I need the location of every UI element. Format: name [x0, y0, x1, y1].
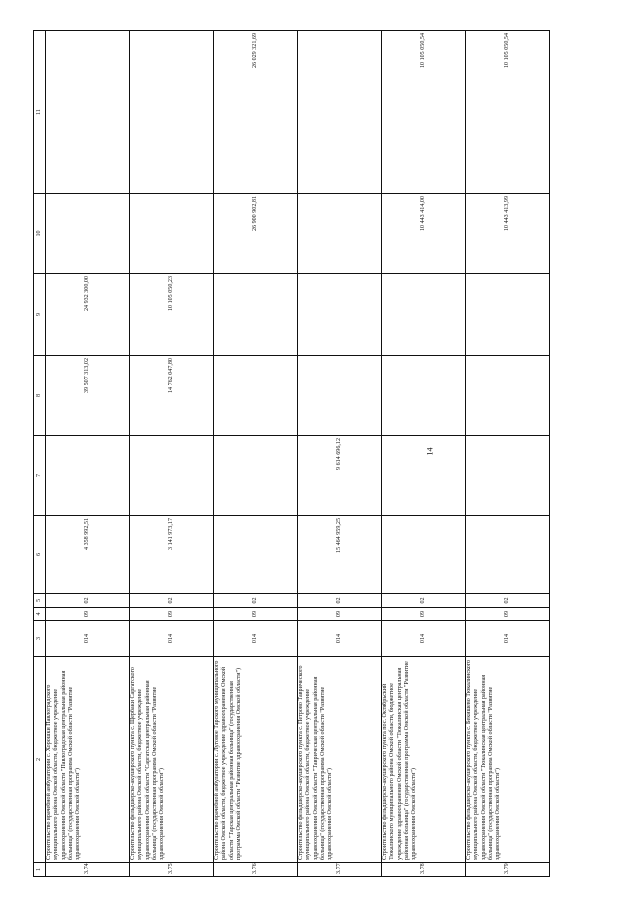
amount-col10: 10 443 413,99: [466, 194, 550, 274]
object-name: Строительство фельдшерско-акушерского пункта с. Щербаки Саргатского муниципального района Омской области, бюджетное учреждение здравоохранения Омской области "Саргатская центральная районная больница" (государственная программа Омской области "Развитие здравоохранения Омской области"): [130, 657, 214, 863]
table-row: [382, 31, 466, 877]
row-number: 3.77: [298, 863, 382, 877]
col-header-2: 2: [34, 657, 46, 863]
table-row: [466, 31, 550, 877]
code-subsection: 02: [214, 594, 298, 608]
row-number: 3.76: [214, 863, 298, 877]
object-name: Строительство фельдшерско-акушерского пункта с. Петрово Таврического муниципального района Омской области, бюджетное учреждение здравоохранения Омской области "Таврическая центральная районная больница" (государственная программа Омской области "Развитие здравоохранения Омской области"): [298, 657, 382, 863]
amount-col7: [214, 436, 298, 516]
amount-col10: [130, 194, 214, 274]
rotated-table-wrapper: [33, 31, 586, 877]
amount-col7: 9 614 696,12: [298, 436, 382, 516]
amount-col10: [46, 194, 130, 274]
amount-col10: [298, 194, 382, 274]
amount-col11: [298, 31, 382, 194]
col-header-4: 4: [34, 608, 46, 621]
amount-col7: [382, 436, 466, 516]
amount-col9: 24 932 300,00: [46, 274, 130, 356]
code-section: 09: [298, 608, 382, 621]
code-section: 09: [466, 608, 550, 621]
object-name: Строительство врачебной амбулатории с. Хорошки Павлоградского муниципального района Омской области, бюджетное учреждение здравоохранения Омской области "Павлоградская центральная районная больница" (государственная программа Омской области "Развитие здравоохранения Омской области"): [46, 657, 130, 863]
col-header-9: 9: [34, 274, 46, 356]
code-ministry: 014: [130, 621, 214, 657]
amount-col9: 10 105 050,23: [130, 274, 214, 356]
row-number: 3.79: [466, 863, 550, 877]
code-subsection: 02: [466, 594, 550, 608]
code-subsection: 02: [130, 594, 214, 608]
amount-col11: [46, 31, 130, 194]
object-name: Строительство врачебной амбулатории с. Луговое Тарского муниципального района Омской области, бюджетное учреждение здравоохранения Омской области "Тарская центральная районная больница" (государственная программа Омской области "Развитие здравоохранения Омской области"): [214, 657, 298, 863]
code-ministry: 014: [466, 621, 550, 657]
header-row: [34, 31, 46, 877]
amount-col8: 14 762 047,80: [130, 356, 214, 436]
code-ministry: 014: [46, 621, 130, 657]
col-header-11: 11: [34, 31, 46, 194]
code-section: 09: [382, 608, 466, 621]
amount-col8: [466, 356, 550, 436]
page-number: 14: [425, 447, 435, 456]
row-number: 3.78: [382, 863, 466, 877]
amount-col9: [466, 274, 550, 356]
object-name: Строительство фельдшерско-акушерского пункта пос. Октябрьский Тюкалинского муниципального района Омской области, бюджетное учреждение здравоохранения Омской области "Тюкалинская центральная районная больница" (государственная программа Омской области "Развитие здравоохранения Омской области"): [382, 657, 466, 863]
code-ministry: 014: [382, 621, 466, 657]
code-subsection: 02: [46, 594, 130, 608]
code-subsection: 02: [382, 594, 466, 608]
table-row: [46, 31, 130, 877]
amount-col9: [298, 274, 382, 356]
code-section: 09: [214, 608, 298, 621]
table-row: [214, 31, 298, 877]
budget-table: [33, 30, 550, 877]
amount-col6: 4 358 992,51: [46, 516, 130, 594]
amount-col6: 15 464 959,25: [298, 516, 382, 594]
col-header-5: 5: [34, 594, 46, 608]
col-header-10: 10: [34, 194, 46, 274]
amount-col7: [130, 436, 214, 516]
amount-col6: [382, 516, 466, 594]
amount-col9: [214, 274, 298, 356]
col-header-3: 3: [34, 621, 46, 657]
amount-col9: [382, 274, 466, 356]
amount-col8: [214, 356, 298, 436]
code-ministry: 014: [298, 621, 382, 657]
table-row: [298, 31, 382, 877]
row-number: 3.75: [130, 863, 214, 877]
amount-col7: [466, 436, 550, 516]
amount-col10: 10 443 414,00: [382, 194, 466, 274]
amount-col7: [46, 436, 130, 516]
amount-col6: 3 141 973,17: [130, 516, 214, 594]
col-header-1: 1: [34, 863, 46, 877]
amount-col6: [466, 516, 550, 594]
amount-col10: 26 900 902,81: [214, 194, 298, 274]
amount-col11: 10 105 050,54: [382, 31, 466, 194]
code-section: 09: [130, 608, 214, 621]
object-name: Строительство фельдшерско-акушерского пункта с. Бекишево Тюкалинского муниципального района Омской области, бюджетное учреждение здравоохранения Омской области "Тюкалинская центральная районная больница" (государственная программа Омской области "Развитие здравоохранения Омской области"): [466, 657, 550, 863]
table-row: [130, 31, 214, 877]
amount-col11: [130, 31, 214, 194]
code-subsection: 02: [298, 594, 382, 608]
col-header-6: 6: [34, 516, 46, 594]
col-header-7: 7: [34, 436, 46, 516]
col-header-8: 8: [34, 356, 46, 436]
amount-col11: 10 105 050,54: [466, 31, 550, 194]
amount-col11: 26 029 321,69: [214, 31, 298, 194]
amount-col8: [382, 356, 466, 436]
amount-col8: 39 507 313,02: [46, 356, 130, 436]
amount-col6: [214, 516, 298, 594]
code-ministry: 014: [214, 621, 298, 657]
amount-col8: [298, 356, 382, 436]
code-section: 09: [46, 608, 130, 621]
row-number: 3.74: [46, 863, 130, 877]
